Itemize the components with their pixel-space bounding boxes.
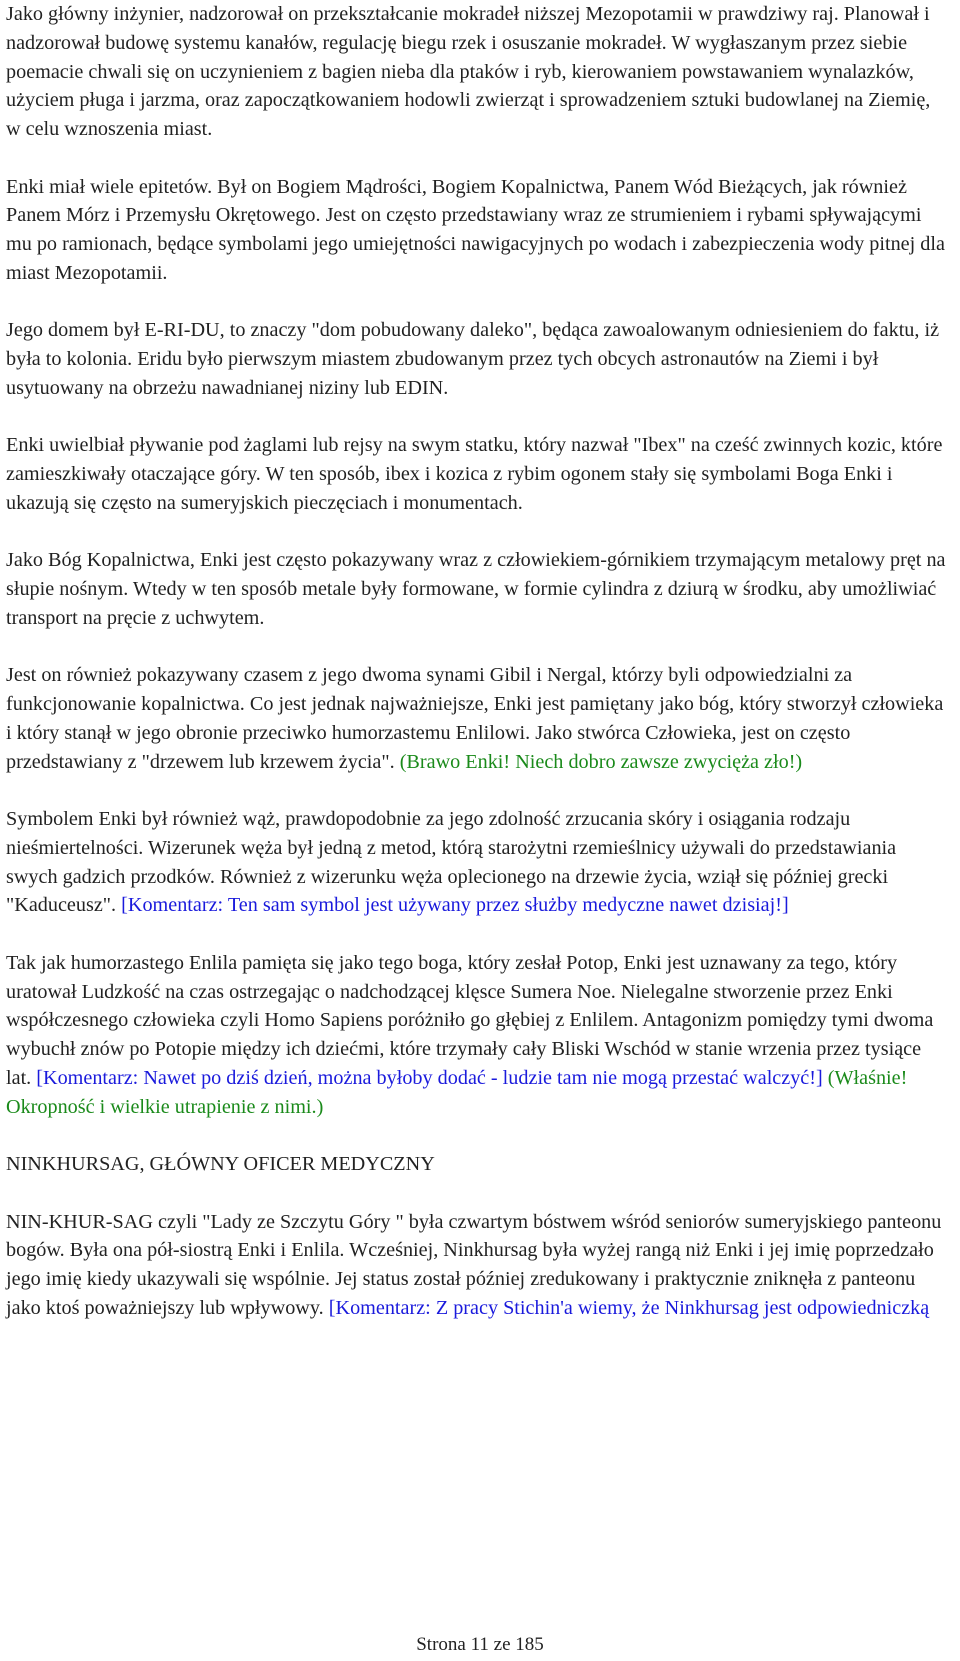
green-remark: (Brawo Enki! Niech dobro zawsze zwycięża zło!) (399, 750, 803, 773)
paragraph-text: Jest on również pokazywany czasem z jego dwoma synami Gibil i Nergal, którzy byli odpowiedzialni za funkcjonowanie kopalnictwa. Co jest jednak najważniejsze, Enki jest pamiętany jako bóg, który stworzył człowieka i który stanął w jego obronie przeciwko humorzastemu Enlilowi. Jako stwórca Człowieka, jest on często przedstawiany z "drzewem lub krzewem życia". (6, 664, 944, 773)
paragraph-text: Jego domem był E-RI-DU, to znaczy "dom pobudowany daleko", będąca zawoalowanym odniesieniem do faktu, iż była to kolonia. Eridu było pierwszym miastem zbudowanym przez tych obcych astronautów na Ziemi i był usytuowany na obrzeżu nawadnianej niziny lub EDIN. (6, 319, 940, 399)
green-remark: (Właśnie! Okropność i wielkie utrapienie z nimi.) (6, 1067, 908, 1118)
paragraph (6, 805, 946, 920)
blue-comment: [Komentarz: Z pracy Stichin'a wiemy, że Ninkhursag jest odpowiedniczką (328, 1297, 930, 1320)
paragraph-text: Enki uwielbiał pływanie pod żaglami lub rejsy na swym statku, który nazwał "Ibex" na cześć zwinnych kozic, które zamieszkiwały otaczające góry. W ten sposób, ibex i kozica z rybim ogonem stały się symbolami Boga Enki i ukazują się często na sumeryjskich pieczęciach i monumentach. (6, 434, 943, 514)
heading-text: NINKHURSAG, GŁÓWNY OFICER MEDYCZNY (6, 1153, 435, 1176)
paragraph (6, 1208, 946, 1323)
paragraph (6, 173, 946, 288)
blue-comment: [Komentarz: Nawet po dziś dzień, można byłoby dodać - ludzie tam nie mogą przestać walczyć!] (36, 1067, 823, 1090)
blue-comment: [Komentarz: Ten sam symbol jest używany przez służby medyczne nawet dzisiaj!] (121, 894, 789, 917)
section-heading (6, 1150, 946, 1179)
paragraph (6, 949, 946, 1122)
document-body (6, 0, 946, 1351)
paragraph (6, 431, 946, 517)
paragraph-text: Enki miał wiele epitetów. Był on Bogiem Mądrości, Bogiem Kopalnictwa, Panem Wód Bieżących, jak również Panem Mórz i Przemysłu Okrętowego. Jest on często przedstawiany wraz ze strumieniem i rybami spływającymi mu po ramionach, będące symbolami jego umiejętności nawigacyjnych po wodach i zabezpieczenia wody pitnej dla miast Mezopotamii. (6, 175, 945, 284)
paragraph-text: Symbolem Enki był również wąż, prawdopodobnie za jego zdolność zrzucania skóry i osiągania rodzaju nieśmiertelności. Wizerunek węża był jedną z metod, którą starożytni rzemieślnicy używali do przedstawiania swych gadzich przodków. Również z wizerunku węża oplecionego na drzewie życia, wziął się później grecki "Kaduceusz". (6, 808, 897, 917)
paragraph (6, 316, 946, 402)
paragraph-text: Tak jak humorzastego Enlila pamięta się jako tego boga, który zesłał Potop, Enki jest uznawany za tego, który uratował Ludzkość na czas ostrzegając o nadchodzącej klęsce Sumera Noe. Nielegalne stworzenie przez Enki współczesnego człowieka czyli Homo Sapiens poróżniło go głębiej z Enlilem. Antagonizm pomiędzy tymi dwoma wybuchł znów po Potopie między ich dziećmi, które trzymały cały Bliski Wschód w stanie wrzenia przez tysiące lat. (6, 951, 934, 1090)
paragraph-text: Jako główny inżynier, nadzorował on przekształcanie mokradeł niższej Mezopotamii w prawdziwy raj. Planował i nadzorował budowę systemu kanałów, regulację biegu rzek i osuszanie mokradeł. W wygłaszanym przez siebie poemacie chwali się on uczynieniem z bagien nieba dla ptaków i ryb, kierowaniem powstawaniem wynalazków, użyciem pługa i jarzma, oraz zapoczątkowaniem hodowli zwierząt i sprowadzeniem sztuki budowlanej na Ziemię, w celu wznoszenia miast. (6, 3, 931, 141)
paragraph-text: NIN-KHUR-SAG czyli "Lady ze Szczytu Góry " była czwartym bóstwem wśród seniorów sumeryjskiego panteonu bogów. Była ona pół-siostrą Enki i Enlila. Wcześniej, Ninkhursag była wyżej rangą niż Enki i jej imię poprzedzało jego imię kiedy ukazywali się wspólnie. Jej status został później zredukowany i praktycznie zniknęła z panteonu jako ktoś poważniejszy lub wpływowy. (6, 1210, 942, 1320)
paragraph (6, 546, 946, 632)
paragraph (6, 0, 946, 144)
page-number: Strona 11 ze 185 (416, 1634, 544, 1655)
paragraph (6, 661, 946, 776)
paragraph-text: Jako Bóg Kopalnictwa, Enki jest często pokazywany wraz z człowiekiem-górnikiem trzymającym metalowy pręt na słupie nośnym. Wtedy w ten sposób metale były formowane, w formie cylindra z dziurą w środku, aby umożliwiać transport na pręcie z uchwytem. (6, 549, 946, 629)
